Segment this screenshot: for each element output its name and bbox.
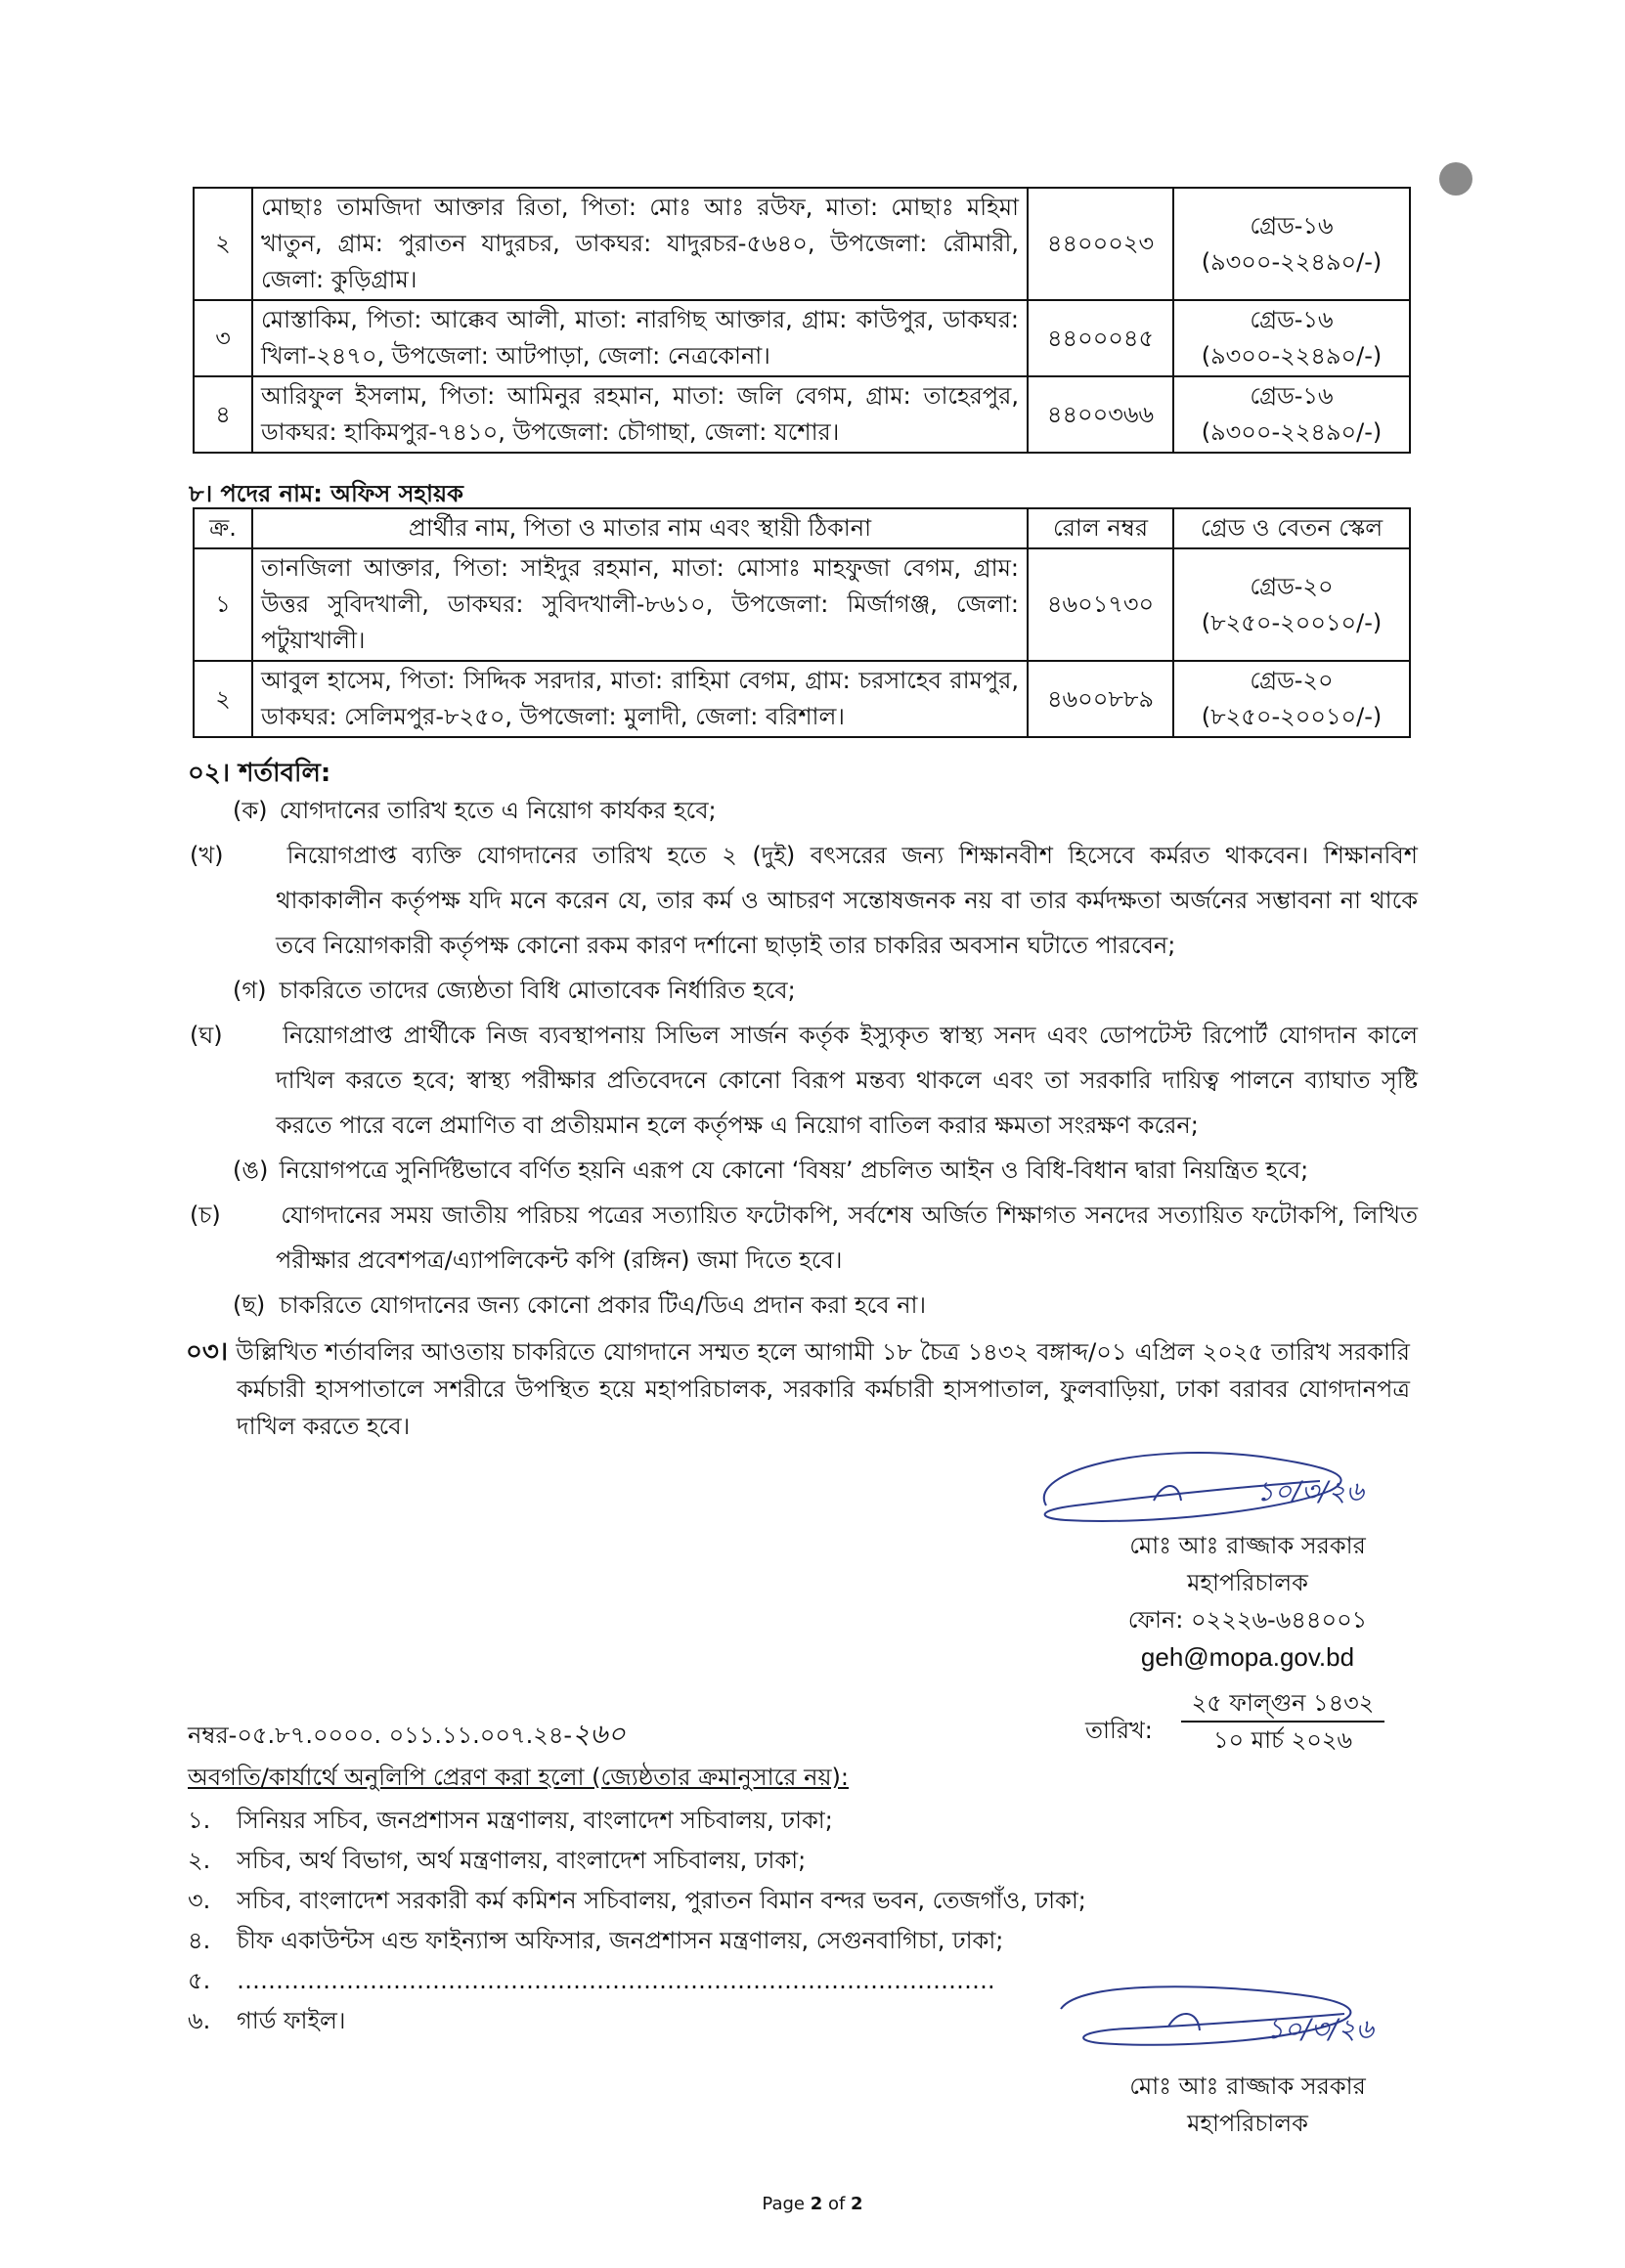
- pay-scale: (৮২৫০-২০০১০/-): [1201, 703, 1383, 730]
- table-row: [194, 548, 1410, 661]
- copy-to-item: [188, 1923, 1003, 1962]
- table-header-row: [194, 508, 1410, 548]
- condition-item: [190, 1193, 1418, 1283]
- item-text: গার্ড ফাইল।: [237, 2007, 346, 2034]
- item-number: ২.: [188, 1847, 211, 1874]
- roll-cell: ৪৪০০০২৩: [1028, 188, 1173, 300]
- signature-date: ১০/৩/২৬: [1256, 1475, 1364, 1507]
- item-number: ১.: [188, 1807, 211, 1834]
- pay-scale: (৮২৫০-২০০১০/-): [1201, 608, 1383, 636]
- grade-cell: [1173, 376, 1410, 453]
- roll-cell: ৪৪০০০৪৫: [1028, 300, 1173, 376]
- page-number: [0, 2194, 1625, 2214]
- condition-item: [233, 968, 1418, 1013]
- paragraph-number: ০৩।: [186, 1337, 229, 1367]
- condition-label: (খ): [190, 842, 224, 869]
- condition-label: (ক): [233, 797, 268, 824]
- candidate-details-cell: মোছাঃ তামজিদা আক্তার রিতা, পিতা: মোঃ আঃ রউফ, মাতা: মোছাঃ মহিমা খাতুন, গ্রাম: পুরাতন যাদুরচর, ডাকঘর: যাদুরচর-৫৬৪০, উপজেলা: রৌমারী, জেলা: কুড়িগ্রাম।: [252, 188, 1028, 300]
- condition-item: [233, 788, 1418, 833]
- details-header: প্রার্থীর নাম, পিতা ও মাতার নাম এবং স্থায়ী ঠিকানা: [252, 508, 1028, 548]
- joining-instruction-paragraph: [186, 1333, 1410, 1445]
- signature-date: ১০/৩/২৬: [1266, 2013, 1374, 2045]
- candidate-details-cell: আরিফুল ইসলাম, পিতা: আমিনুর রহমান, মাতা: জলি বেগম, গ্রাম: তাহেরপুর, ডাকঘর: হাকিমপুর-৭৪১০, উপজেলা: চৌগাছা, জেলা: যশোর।: [252, 376, 1028, 453]
- pay-scale: (৯৩০০-২২৪৯০/-): [1201, 342, 1383, 370]
- condition-text: চাকরিতে যোগদানের জন্য কোনো প্রকার টিএ/ডিএ প্রদান করা হবে না।: [279, 1291, 927, 1319]
- copy-to-item: [188, 1843, 806, 1882]
- grade-cell: [1173, 188, 1410, 300]
- item-number: ৩.: [188, 1887, 211, 1914]
- page-total: 2: [851, 2194, 863, 2214]
- table-row: [194, 661, 1410, 737]
- candidate-details-cell: মোস্তাকিম, পিতা: আক্কেব আলী, মাতা: নারগিছ আক্তার, গ্রাম: কাউপুর, ডাকঘর: খিলা-২৪৭০, উপজেলা: আটপাড়া, জেলা: নেত্রকোনা।: [252, 300, 1028, 376]
- office-assistant-heading: ৮। পদের নাম: অফিস সহায়ক: [189, 480, 463, 507]
- serial-cell: ৩: [194, 300, 252, 376]
- serial-cell: ২: [194, 188, 252, 300]
- condition-item: [233, 1283, 1418, 1328]
- signatory-name: মোঃ আঃ রাজ্জাক সরকার: [1129, 2072, 1366, 2100]
- signature-2: [1041, 1970, 1413, 2077]
- item-number: ৫.: [188, 1967, 211, 1994]
- candidate-details-cell: আবুল হাসেম, পিতা: সিদ্দিক সরদার, মাতা: রাহিমা বেগম, গ্রাম: চরসাহেব রামপুর, ডাকঘর: সেলিমপুর-৮২৫০, উপজেলা: মুলাদী, জেলা: বরিশাল।: [252, 661, 1028, 737]
- item-text: সচিব, বাংলাদেশ সরকারী কর্ম কমিশন সচিবালয়, পুরাতন বিমান বন্দর ভবন, তেজগাঁও, ঢাকা;: [237, 1887, 1086, 1914]
- serial-cell: ৪: [194, 376, 252, 453]
- office-assistant-table: [193, 507, 1411, 738]
- signatory-block-1: [1101, 1527, 1394, 1676]
- grade-cell: [1173, 300, 1410, 376]
- date-bangla: ২৫ ফাল্গুন ১৪৩২: [1181, 1685, 1384, 1723]
- condition-label: (ঘ): [190, 1022, 223, 1049]
- punch-hole-mark: [1439, 162, 1472, 196]
- candidate-details-cell: তানজিলা আক্তার, পিতা: সাইদুর রহমান, মাতা: মোসাঃ মাহফুজা বেগম, গ্রাম: উত্তর সুবিদখালী, ডাকঘর: সুবিদখালী-৮৬১০, উপজেলা: মির্জাগঞ্জ, জেলা: পটুয়াখালী।: [252, 548, 1028, 661]
- serial-header: ক্র.: [194, 508, 252, 548]
- signatory-title: মহাপরিচালক: [1187, 1569, 1308, 1596]
- conditions-heading: ০২। শর্তাবলি:: [188, 759, 331, 788]
- condition-item: [190, 1013, 1418, 1148]
- pay-scale: (৯৩০০-২২৪৯০/-): [1201, 247, 1383, 276]
- date-english: ১০ মার্চ ২০২৬: [1212, 1726, 1353, 1754]
- grade-label: গ্রেড-১৬: [1250, 382, 1334, 410]
- table-row: [194, 300, 1410, 376]
- copy-to-item: [188, 1883, 1086, 1922]
- condition-item: [233, 1148, 1418, 1193]
- grade-cell: [1173, 548, 1410, 661]
- roll-cell: ৪৬০০৮৮৯: [1028, 661, 1173, 737]
- condition-label: (ছ): [233, 1291, 266, 1319]
- memo-number: [188, 1713, 626, 1759]
- signatory-block-2: [1101, 2068, 1394, 2142]
- serial-cell: ২: [194, 661, 252, 737]
- grade-label: গ্রেড-২০: [1250, 667, 1334, 694]
- page-of: of: [822, 2194, 852, 2214]
- signatory-name: মোঃ আঃ রাজ্জাক সরকার: [1129, 1532, 1366, 1559]
- pay-scale: (৯৩০০-২২৪৯০/-): [1201, 418, 1383, 446]
- serial-cell: ১: [194, 548, 252, 661]
- paragraph-text: উল্লিখিত শর্তাবলির আওতায় চাকরিতে যোগদানে সম্মত হলে আগামী ১৮ চৈত্র ১৪৩২ বঙ্গাব্দ/০১ এপ্রিল ২০২৫ তারিখ সরকারি কর্মচারী হাসপাতালে সশরীরে উপস্থিত হয়ে মহাপরিচালক, সরকারি কর্মচারী হাসপাতাল, ফুলবাড়িয়া, ঢাকা বরাবর যোগদানপত্র দাখিল করতে হবে।: [236, 1338, 1410, 1440]
- roll-cell: ৪৪০০৩৬৬: [1028, 376, 1173, 453]
- roll-header: রোল নম্বর: [1028, 508, 1173, 548]
- item-text: …………………………………………………………………………………….: [237, 1967, 995, 1994]
- grade-label: গ্রেড-২০: [1250, 572, 1334, 600]
- condition-text: নিয়োগপ্রাপ্ত ব্যক্তি যোগদানের তারিখ হতে ২ (দুই) বৎসরের জন্য শিক্ষানবীশ হিসেবে কর্মরত থাকবেন। শিক্ষানবিশ থাকাকালীন কর্তৃপক্ষ যদি মনে করেন যে, তার কর্ম ও আচরণ সন্তোষজনক নয় বা তার কর্মদক্ষতা অর্জনের সম্ভাবনা না থাকে তবে নিয়োগকারী কর্তৃপক্ষ কোনো রকম কারণ দর্শানো ছাড়াই তার চাকরির অবসান ঘটাতে পারবেন;: [276, 842, 1418, 959]
- signatory-email: geh@mopa.gov.bd: [1140, 1642, 1355, 1672]
- signatory-title: মহাপরিচালক: [1187, 2110, 1308, 2137]
- roll-cell: ৪৬০১৭৩০: [1028, 548, 1173, 661]
- memo-label: নম্বর-: [188, 1722, 238, 1749]
- copy-to-heading: অবগতি/কার্যার্থে অনুলিপি প্রেরণ করা হলো (জ্যেষ্ঠতার ক্রমানুসারে নয়):: [188, 1764, 849, 1791]
- condition-label: (চ): [190, 1201, 221, 1229]
- condition-item: [190, 833, 1418, 968]
- item-number: ৪.: [188, 1927, 211, 1954]
- item-text: চীফ একাউন্টস এন্ড ফাইন্যান্স অফিসার, জনপ্রশাসন মন্ত্রণালয়, সেগুনবাগিচা, ঢাকা;: [237, 1927, 1004, 1954]
- issue-date: [1181, 1685, 1384, 1758]
- table-row: [194, 188, 1410, 300]
- date-label: তারিখ:: [1085, 1717, 1153, 1744]
- condition-text: নিয়োগপত্রে সুনির্দিষ্টভাবে বর্ণিত হয়নি এরূপ যে কোনো ‘বিষয়’ প্রচলিত আইন ও বিধি-বিধান দ্বারা নিয়ন্ত্রিত হবে;: [279, 1156, 1309, 1184]
- condition-label: (ঙ): [233, 1156, 269, 1184]
- item-text: সিনিয়র সচিব, জনপ্রশাসন মন্ত্রণালয়, বাংলাদেশ সচিবালয়, ঢাকা;: [237, 1807, 833, 1834]
- signature-1: [1007, 1432, 1398, 1540]
- memo-number-value: ০৫.৮৭.০০০০. ০১১.১১.০০৭.২৪-: [237, 1722, 573, 1749]
- copy-to-item: [188, 2003, 345, 2042]
- page-current: 2: [810, 2194, 823, 2214]
- candidates-table-continued: [193, 187, 1411, 454]
- copy-to-item: [188, 1803, 833, 1842]
- page-prefix: Page: [762, 2194, 811, 2214]
- grade-cell: [1173, 661, 1410, 737]
- grade-header: গ্রেড ও বেতন স্কেল: [1173, 508, 1410, 548]
- condition-text: যোগদানের তারিখ হতে এ নিয়োগ কার্যকর হবে;: [279, 797, 717, 824]
- table-row: [194, 376, 1410, 453]
- condition-text: চাকরিতে তাদের জ্যেষ্ঠতা বিধি মোতাবেক নির্ধারিত হবে;: [279, 977, 796, 1004]
- memo-handwritten-number: ২৬০: [572, 1718, 626, 1750]
- grade-label: গ্রেড-১৬: [1250, 306, 1334, 333]
- condition-label: (গ): [233, 977, 267, 1004]
- item-text: সচিব, অর্থ বিভাগ, অর্থ মন্ত্রণালয়, বাংলাদেশ সচিবালয়, ঢাকা;: [237, 1847, 807, 1874]
- grade-label: গ্রেড-১৬: [1250, 211, 1334, 240]
- signatory-phone: ফোন: ০২২২৬-৬৪৪০০১: [1127, 1606, 1368, 1634]
- copy-to-item: [188, 1963, 995, 2002]
- condition-text: যোগদানের সময় জাতীয় পরিচয় পত্রের সত্যায়িত ফটোকপি, সর্বশেষ অর্জিত শিক্ষাগত সনদের সত্যায়িত ফটোকপি, লিখিত পরীক্ষার প্রবেশপত্র/এ্যাপলিকেন্ট কপি (রঙ্গিন) জমা দিতে হবে।: [276, 1201, 1418, 1274]
- item-number: ৬.: [188, 2007, 211, 2034]
- condition-text: নিয়োগপ্রাপ্ত প্রার্থীকে নিজ ব্যবস্থাপনায় সিভিল সার্জন কর্তৃক ইস্যুকৃত স্বাস্থ্য সনদ এবং ডোপটেস্ট রিপোর্ট যোগদান কালে দাখিল করতে হবে; স্বাস্থ্য পরীক্ষার প্রতিবেদনে কোনো বিরূপ মন্তব্য থাকলে এবং তা সরকারি দায়িত্ব পালনে ব্যাঘাত সৃষ্টি করতে পারে বলে প্রমাণিত বা প্রতীয়মান হলে কর্তৃপক্ষ এ নিয়োগ বাতিল করার ক্ষমতা সংরক্ষণ করেন;: [276, 1022, 1418, 1139]
